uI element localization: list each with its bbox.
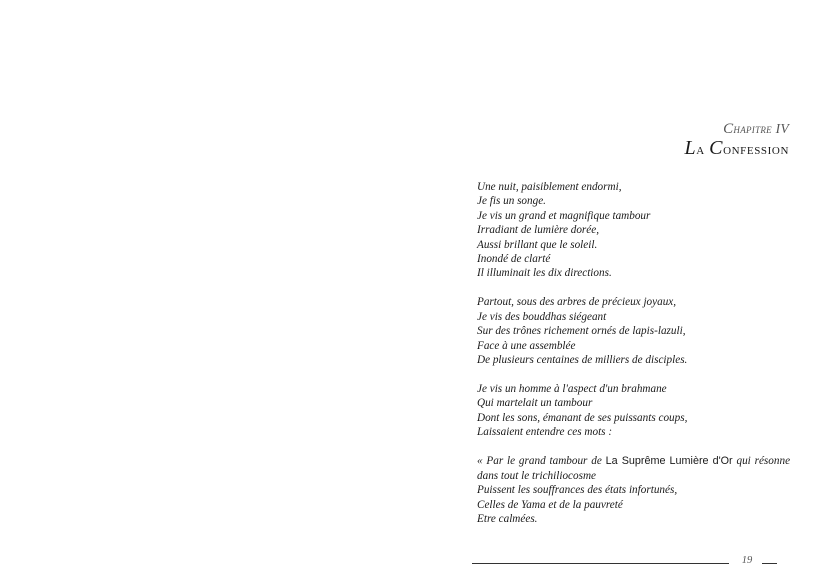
poem-line: Je vis un homme à l'aspect d'un brahmane xyxy=(477,383,667,396)
footer-rule-short xyxy=(762,563,777,564)
line-prefix: « Par le grand tambour de xyxy=(477,455,602,468)
poem-line: Irradiant de lumière dorée, xyxy=(477,224,600,237)
poem-line: Je fis un songe. xyxy=(477,195,546,208)
poem-line-with-title xyxy=(477,454,790,468)
chapter-number-lead: C xyxy=(723,121,734,137)
footer-rule xyxy=(472,563,729,564)
poem-line: Qui martelait un tambour xyxy=(477,397,593,410)
poem-line: Je vis des bouddhas siégeant xyxy=(477,310,607,323)
poem-line: Aussi brillant que le soleil. xyxy=(477,238,598,251)
poem-line: De plusieurs centaines de milliers de disciples. xyxy=(477,354,688,367)
poem-line: Partout, sous des arbres de précieux joyaux, xyxy=(477,296,677,309)
poem-line: Puissent les souffrances des états infortunés, xyxy=(477,484,678,497)
poem-body xyxy=(477,180,790,541)
poem-line: Dont les sons, émanant de ses puissants coups, xyxy=(477,411,688,424)
chapter-title xyxy=(684,138,789,160)
chapter-number-rest: hapitre IV xyxy=(733,121,789,136)
poem-line: Face à une assemblée xyxy=(477,339,576,352)
poem-line: Laissaient entendre ces mots : xyxy=(477,426,613,439)
chapter-header xyxy=(684,121,789,160)
sutra-title: La Suprême Lumière d'Or xyxy=(605,455,733,468)
chapter-title-part1: a xyxy=(696,142,710,158)
chapter-title-lead2: C xyxy=(709,137,724,159)
chapter-title-lead: L xyxy=(684,137,697,159)
poem-line: dans tout le trichiliocosme xyxy=(477,469,597,482)
stanza-2 xyxy=(477,295,790,367)
poem-line: Etre calmées. xyxy=(477,512,538,525)
poem-line: Celles de Yama et de la pauvreté xyxy=(477,498,623,511)
poem-line: Il illuminait les dix directions. xyxy=(477,267,612,280)
chapter-number xyxy=(684,121,789,137)
line-suffix: qui résonne xyxy=(736,455,791,468)
poem-line: Une nuit, paisiblement endormi, xyxy=(477,181,622,193)
poem-line: Sur des trônes richement ornés de lapis-lazuli, xyxy=(477,325,686,338)
poem-line: Je vis un grand et magnifique tambour xyxy=(477,209,651,222)
page-number: 19 xyxy=(741,555,753,566)
poem-line: Inondé de clarté xyxy=(477,253,551,266)
stanza-3 xyxy=(477,382,790,440)
stanza-4 xyxy=(477,454,790,526)
chapter-title-part2: onfession xyxy=(723,142,789,158)
stanza-1 xyxy=(477,180,790,281)
